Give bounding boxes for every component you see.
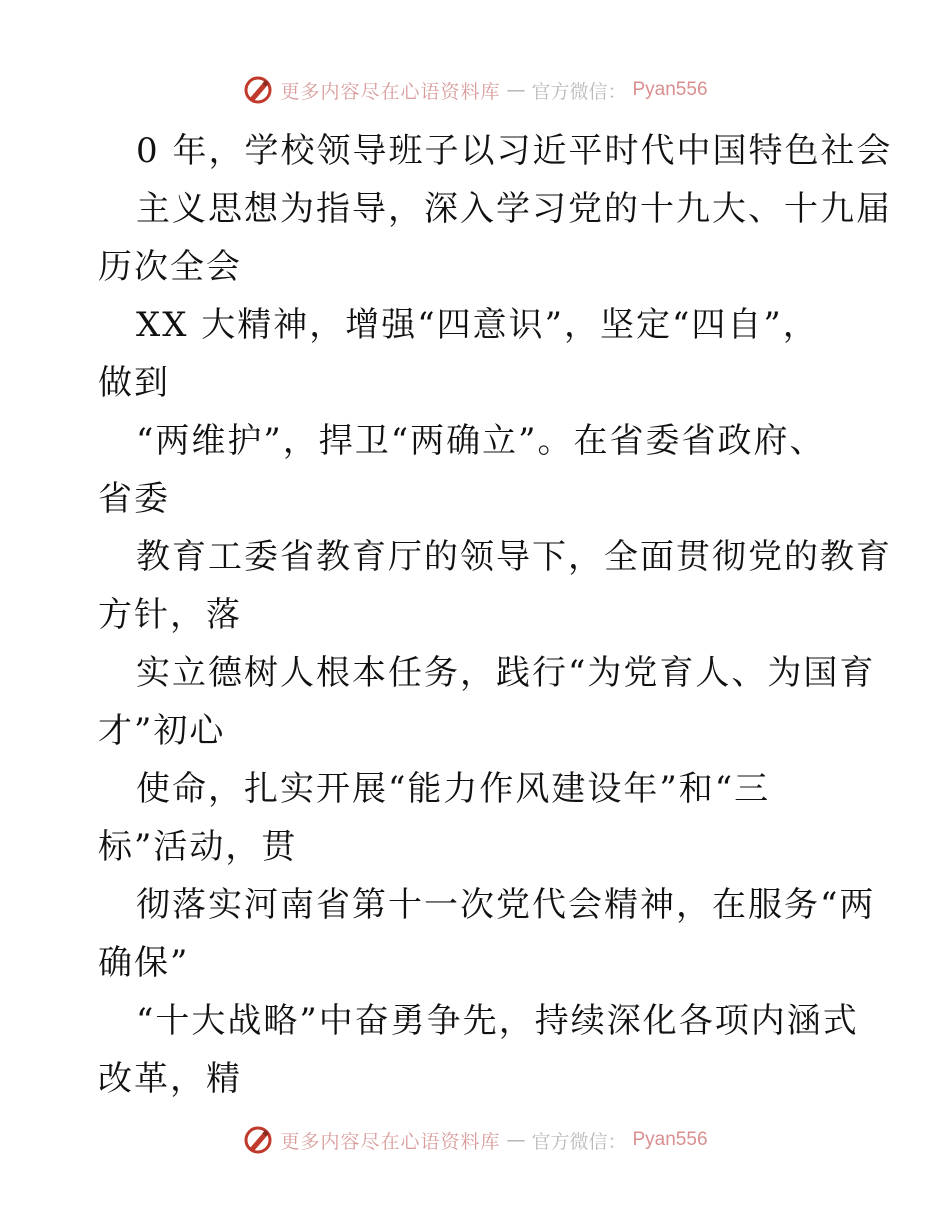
text-line: 做到 (98, 363, 170, 403)
text-line: 确保” (98, 943, 190, 983)
watermark-wechat-id: Pyan556 (632, 1129, 708, 1150)
watermark-official: 官方微信： (531, 80, 627, 103)
text-line: 改革，精 (98, 1059, 242, 1099)
text-line: “十大战略”中奋勇争先，持续深化各项内涵式 (136, 1001, 859, 1041)
watermark-wechat-id: Pyan556 (632, 79, 708, 100)
text-line: 才”初心 (98, 711, 226, 751)
body-text (98, 122, 893, 1108)
text-line: 标”活动，贯 (98, 827, 298, 867)
text-line: “两维护”，捍卫“两确立”。在省委省政府、 (136, 421, 826, 461)
watermark-brand: 更多内容尽在心语资料库 (280, 80, 501, 103)
text-line: 使命，扎实开展“能力作风建设年”和“三 (136, 769, 771, 809)
text-line: 教育工委省教育厅的领导下，全面贯彻党的教育 (136, 537, 892, 577)
text-line: 彻落实河南省第十一次党代会精神，在服务“两 (136, 885, 876, 925)
text-line: 0 年，学校领导班子以习近平时代中国特色社会 (136, 131, 893, 171)
text-line: 主义思想为指导，深入学习党的十九大、十九届 (136, 189, 892, 229)
watermark-official: 官方微信： (531, 1130, 627, 1153)
header-watermark (0, 70, 950, 110)
text-line: XX 大精神，增强“四意识”，坚定“四自”， (136, 305, 819, 345)
watermark-dash: — (506, 1129, 526, 1151)
text-line: 实立德树人根本任务，践行“为党育人、为国育 (136, 653, 876, 693)
pen-logo-icon (242, 74, 274, 106)
text-line: 历次全会 (98, 247, 242, 287)
footer-watermark (0, 1120, 950, 1160)
text-line: 省委 (98, 479, 170, 519)
pen-logo-icon (242, 1124, 274, 1156)
watermark-dash: — (506, 79, 526, 101)
watermark-brand: 更多内容尽在心语资料库 (280, 1130, 501, 1153)
text-line: 方针，落 (98, 595, 242, 635)
